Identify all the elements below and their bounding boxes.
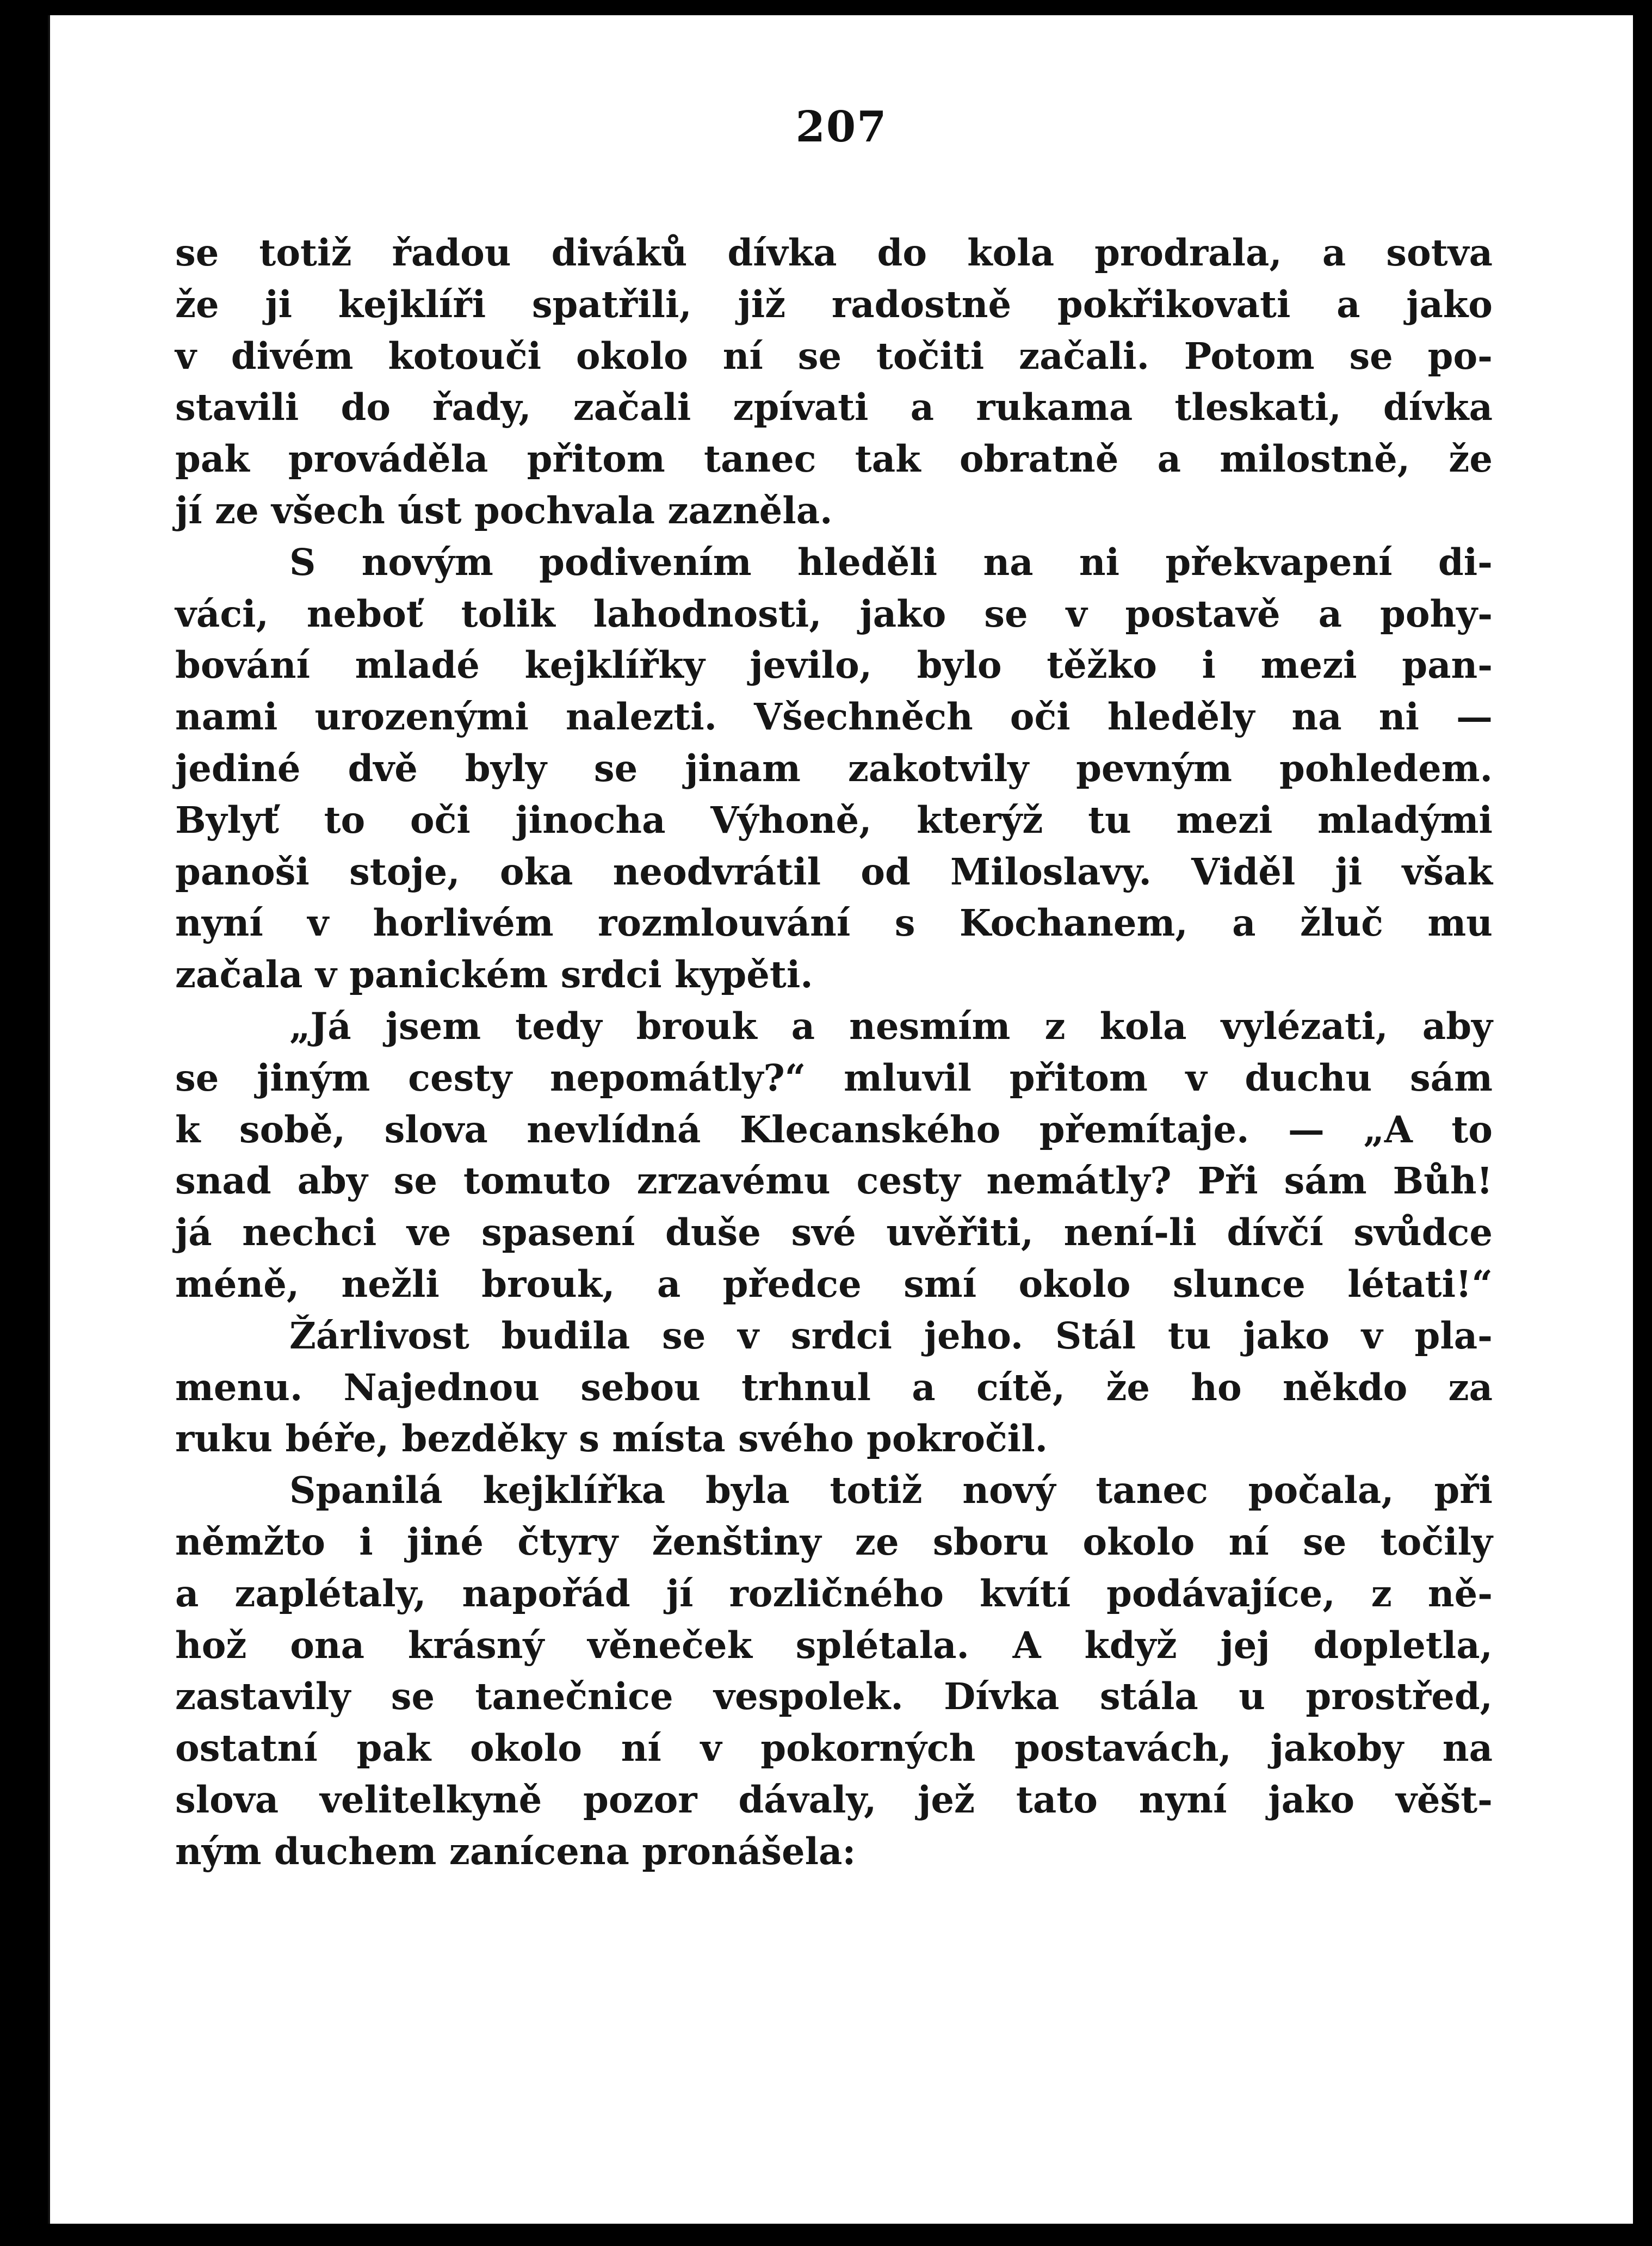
text-line: S novým podivením hleděli na ni překvapení di-	[289, 540, 1493, 584]
text-line: se totiž řadou diváků dívka do kola prodrala, a sotva	[175, 231, 1493, 274]
text-line: hož ona krásný věneček splétala. A když jej dopletla,	[175, 1623, 1493, 1667]
text-line: němžto i jiné čtyry ženštiny ze sboru okolo ní se točily	[175, 1520, 1493, 1563]
text-line: slova velitelkyně pozor dávaly, jež tato nyní jako věšt-	[175, 1778, 1493, 1821]
text-line: jediné dvě byly se jinam zakotvily pevným pohledem.	[175, 746, 1493, 790]
text-line: začala v panickém srdci kypěti.	[175, 953, 813, 997]
text-line: zastavily se tanečnice vespolek. Dívka stála u prostřed,	[175, 1675, 1493, 1718]
text-line: bování mladé kejklířky jevilo, bylo těžko i mezi pan-	[175, 644, 1493, 687]
text-line: váci, neboť tolik lahodnosti, jako se v postavě a pohy-	[175, 592, 1493, 635]
text-line: stavili do řady, začali zpívati a rukama tleskati, dívka	[175, 386, 1493, 429]
text-line: nami urozenými nalezti. Všechněch oči hleděly na ni —	[175, 695, 1493, 739]
text-line: ným duchem zanícena pronášela:	[175, 1829, 856, 1873]
text-line: k sobě, slova nevlídná Klecanského přemítaje. — „A to	[175, 1107, 1493, 1151]
book-page	[48, 15, 1633, 2224]
text-line: ostatní pak okolo ní v pokorných postavách, jakoby na	[175, 1727, 1493, 1770]
text-line: Žárlivost budila se v srdci jeho. Stál tu jako v pla-	[289, 1314, 1493, 1357]
text-line: Bylyť to oči jinocha Výhoně, kterýž tu mezi mladými	[175, 798, 1493, 842]
text-line: panoši stoje, oka neodvrátil od Miloslavy. Viděl ji však	[175, 850, 1493, 893]
text-line: v divém kotouči okolo ní se točiti začali. Potom se po-	[175, 334, 1493, 378]
text-line: méně, nežli brouk, a předce smí okolo slunce létati!“	[175, 1262, 1493, 1305]
text-line: že ji kejklíři spatřili, již radostně pokřikovati a jako	[175, 282, 1493, 326]
text-line: se jiným cesty nepomátly?“ mluvil přitom v duchu sám	[175, 1056, 1493, 1099]
text-line: Spanilá kejklířka byla totiž nový tanec počala, při	[289, 1469, 1493, 1512]
text-line: nyní v horlivém rozmlouvání s Kochanem, a žluč mu	[175, 901, 1493, 945]
text-line: menu. Najednou sebou trhnul a cítě, že ho někdo za	[175, 1365, 1493, 1409]
text-line: já nechci ve spasení duše své uvěřiti, není-li dívčí svůdce	[175, 1211, 1493, 1254]
text-line: jí ze všech úst pochvala zazněla.	[175, 488, 833, 532]
text-line: a zaplétaly, napořád jí rozličného kvítí podávajíce, z ně-	[175, 1571, 1493, 1615]
page-number: 207	[795, 102, 888, 152]
text-line: „Já jsem tedy brouk a nesmím z kola vylézati, aby	[289, 1004, 1493, 1048]
text-line: pak prováděla přitom tanec tak obratně a milostně, že	[175, 437, 1493, 481]
body-text	[175, 227, 1493, 1878]
text-line: ruku béře, bezděky s místa svého pokročil.	[175, 1417, 1048, 1461]
text-line: snad aby se tomuto zrzavému cesty nemátly? Při sám Bůh!	[175, 1159, 1493, 1203]
